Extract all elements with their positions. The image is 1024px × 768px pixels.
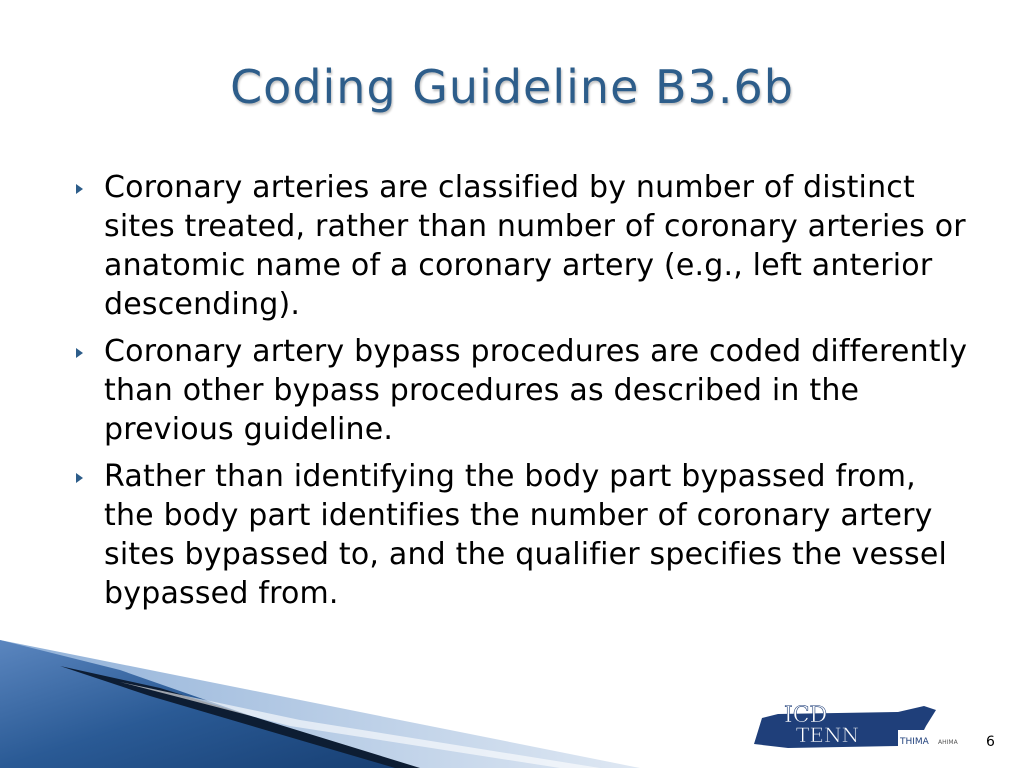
triangle-right-icon — [76, 184, 83, 194]
logo-org1: THIMA — [900, 737, 929, 747]
logo-org2: AHIMA — [938, 739, 958, 746]
decorative-swoosh — [0, 640, 640, 768]
logo-line1: ICD — [784, 703, 828, 728]
logo-line2: TENN — [796, 723, 859, 747]
bullet-list — [72, 168, 972, 621]
icd-tenn-logo — [748, 696, 970, 752]
triangle-right-icon — [76, 473, 83, 483]
triangle-right-icon — [76, 348, 83, 358]
page-number: 6 — [986, 734, 995, 750]
slide-title: Coding Guideline B3.6b — [230, 60, 794, 114]
bullet-text: Rather than identifying the body part bypassed from, the body part identifies the number of coronary artery sites bypassed to, and the qualifier specifies the vessel bypassed from. — [104, 459, 948, 611]
bullet-text: Coronary arteries are classified by number of distinct sites treated, rather than number of coronary arteries or anatomic name of a coronary artery (e.g., left anterior descending). — [104, 170, 966, 322]
bullet-item — [72, 457, 972, 613]
bullet-item — [72, 332, 972, 449]
bullet-text: Coronary artery bypass procedures are coded differently than other bypass procedures as described in the previous guideline. — [104, 334, 968, 447]
bullet-item — [72, 168, 972, 324]
